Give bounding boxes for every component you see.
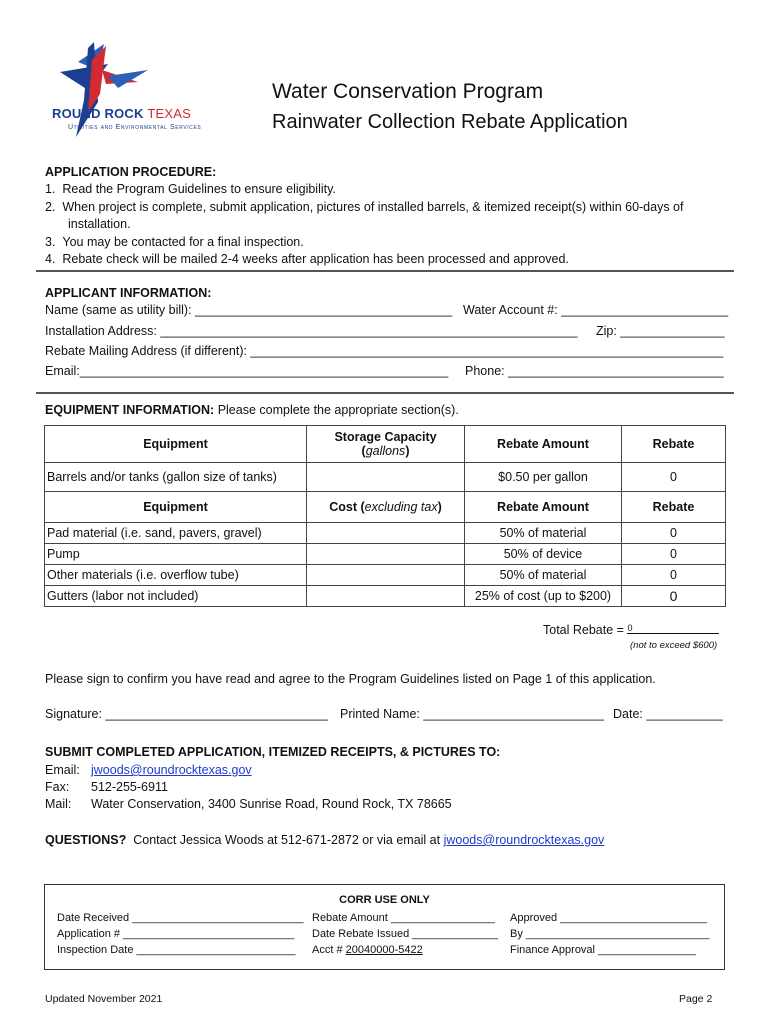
round-rock-logo (48, 42, 248, 142)
installation-address-field[interactable]: Installation Address: ____________________________________________________________ (45, 324, 578, 338)
total-note: (not to exceed $600) (630, 640, 718, 651)
questions-email-link[interactable]: jwoods@roundrocktexas.gov (443, 833, 605, 847)
page-title: Water Conservation Program (272, 80, 544, 103)
inspection-date-field: Inspection Date __________________________ (57, 944, 296, 956)
acct-field: Acct # 20040000-5422 (312, 944, 423, 956)
item-rate: 50% of material (465, 565, 622, 586)
date-field[interactable]: Date: ___________ (613, 707, 723, 721)
item-label: Pump (45, 544, 307, 565)
submit-fax: 512-255-6911 (91, 780, 168, 794)
corr-col-2 (312, 910, 498, 958)
cost-input[interactable] (307, 565, 465, 586)
name-field[interactable]: Name (same as utility bill): _____________________________________ (45, 303, 453, 317)
mailing-address-field[interactable]: Rebate Mailing Address (if different): ____________________________________________________________________ (45, 344, 724, 358)
divider (36, 270, 734, 272)
submit-fax-label: Fax: (45, 780, 70, 794)
table-row (45, 586, 726, 607)
water-account-field[interactable]: Water Account #: ________________________ (463, 303, 729, 317)
item-label: Gutters (labor not included) (45, 586, 307, 607)
procedure-step: 1. Read the Program Guidelines to ensure eligibility. (45, 182, 336, 196)
finance-approval-field: Finance Approval ________________ (510, 944, 696, 956)
divider (36, 392, 734, 394)
item-rebate: 0 (622, 565, 726, 586)
submit-mail-label: Mail: (45, 797, 72, 811)
col-rebate: Rebate (622, 492, 726, 523)
col-rebate-amount: Rebate Amount (465, 492, 622, 523)
phone-field[interactable]: Phone: _______________________________ (465, 364, 724, 378)
col-rebate-amount: Rebate Amount (465, 426, 622, 463)
equipment-heading: EQUIPMENT INFORMATION: Please complete the appropriate section(s). (45, 403, 459, 417)
procedure-step: 4. Rebate check will be mailed 2-4 weeks after application has been processed and approved. (45, 252, 569, 266)
logo-brand: ROUND ROCK TEXAS (52, 106, 191, 121)
by-field: By ______________________________ (510, 928, 710, 940)
table-row (45, 523, 726, 544)
table-row (45, 544, 726, 565)
page-subtitle: Rainwater Collection Rebate Application (272, 111, 628, 133)
total-rebate: Total Rebate = 0 (543, 623, 719, 637)
corr-col-3 (510, 910, 709, 958)
footer-page: Page 2 (679, 993, 713, 1005)
corr-title: CORR USE ONLY (339, 894, 430, 906)
submit-email-link[interactable]: jwoods@roundrocktexas.gov (91, 763, 252, 777)
procedure-heading: APPLICATION PROCEDURE: (45, 165, 217, 179)
signature-field[interactable]: Signature: ________________________________ (45, 707, 328, 721)
date-rebate-issued-field: Date Rebate Issued ______________ (312, 928, 498, 940)
table-row (45, 565, 726, 586)
applicant-heading: APPLICANT INFORMATION: (45, 286, 212, 300)
table-header-row (45, 492, 726, 523)
storage-capacity-input[interactable] (307, 463, 465, 492)
table-header-row (45, 426, 726, 463)
item-rebate: 0 (622, 523, 726, 544)
col-equipment: Equipment (45, 492, 307, 523)
col-cost: Cost (excluding tax) (307, 492, 465, 523)
barrels-rate: $0.50 per gallon (465, 463, 622, 492)
approved-field: Approved ________________________ (510, 912, 707, 924)
corr-use-box (44, 884, 725, 970)
application-number-field: Application # ____________________________ (57, 928, 295, 940)
barrels-rebate: 0 (622, 463, 726, 492)
procedure-step-cont: installation. (68, 217, 131, 231)
date-received-field: Date Received ____________________________ (57, 912, 304, 924)
printed-name-field[interactable]: Printed Name: __________________________ (340, 707, 605, 721)
submit-mail: Water Conservation, 3400 Sunrise Road, Round Rock, TX 78665 (91, 797, 452, 811)
rebate-amount-field: Rebate Amount _________________ (312, 912, 495, 924)
questions-line: QUESTIONS? Contact Jessica Woods at 512-671-2872 or via email at jwoods@roundrocktexas.gov (45, 833, 605, 847)
submit-heading: SUBMIT COMPLETED APPLICATION, ITEMIZED RECEIPTS, & PICTURES TO: (45, 745, 501, 759)
item-rate: 50% of device (465, 544, 622, 565)
item-rate: 25% of cost (up to $200) (465, 586, 622, 607)
procedure-step: 3. You may be contacted for a final inspection. (45, 235, 304, 249)
col-equipment: Equipment (45, 426, 307, 463)
cost-input[interactable] (307, 523, 465, 544)
footer-updated: Updated November 2021 (45, 993, 163, 1005)
equipment-table (44, 425, 726, 607)
logo-subtitle: Utilities and Environmental Services (68, 124, 202, 131)
item-rebate: 0 (622, 544, 726, 565)
barrels-label: Barrels and/or tanks (gallon size of tanks) (45, 463, 307, 492)
agreement-text: Please sign to confirm you have read and agree to the Program Guidelines listed on Page 1 of this application. (45, 672, 656, 686)
item-label: Pad material (i.e. sand, pavers, gravel) (45, 523, 307, 544)
item-rate: 50% of material (465, 523, 622, 544)
corr-col-1 (57, 910, 304, 958)
procedure-step: 2. When project is complete, submit application, pictures of installed barrels, & itemized receipt(s) within 60-days of (45, 200, 684, 214)
submit-email-label: Email: (45, 763, 80, 777)
email-field[interactable]: Email:_____________________________________________________ (45, 364, 449, 378)
col-storage-capacity: Storage Capacity (gallons) (307, 426, 465, 463)
cost-input[interactable] (307, 544, 465, 565)
col-rebate: Rebate (622, 426, 726, 463)
item-rebate: 0 (622, 586, 726, 607)
zip-field[interactable]: Zip: _______________ (596, 324, 725, 338)
table-row (45, 463, 726, 492)
cost-input[interactable] (307, 586, 465, 607)
item-label: Other materials (i.e. overflow tube) (45, 565, 307, 586)
